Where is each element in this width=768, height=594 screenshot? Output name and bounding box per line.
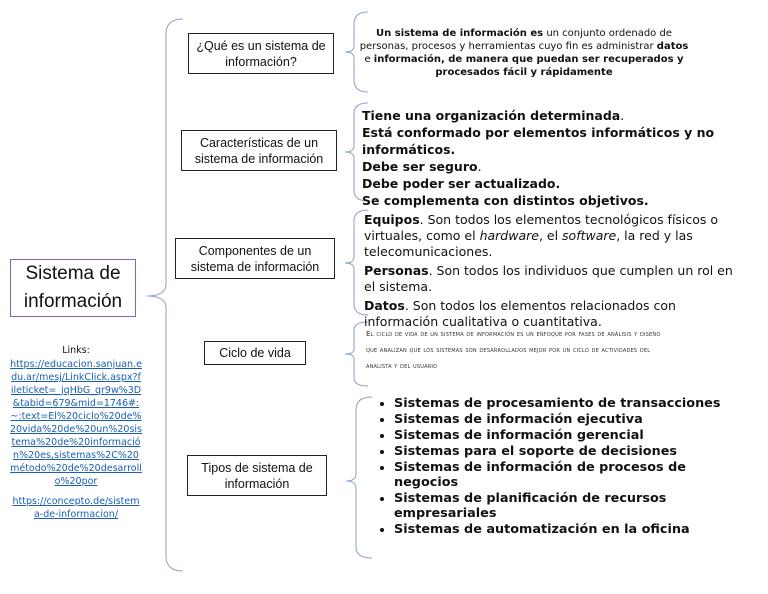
links-block: [10, 344, 142, 521]
leaf1-text-1: un conjunto ordenado de personas, procesos y herramientas cuyo fin es administrar: [359, 28, 672, 52]
leaf5-item: • Sistemas para el soporte de decisiones: [394, 444, 738, 459]
branch-label: Características de un sistema de información: [194, 135, 324, 166]
leaf-ciclo-de-vida: El ciclo de vida de un sistema de información es un enfoque por fases de análisis y diseño que analizan que los sistemas son desarrollados mejor por un ciclo de actividades del analista y del usuario: [366, 329, 661, 370]
leaf1-bold-1: Un sistema de información es: [376, 28, 544, 39]
leaf3-datos: Datos. Son todos los elementos relacionados con información cualitativa o cuantitativa.: [364, 298, 676, 329]
branch-label: Componentes de un sistema de información: [190, 243, 320, 274]
branch-label: Ciclo de vida: [219, 346, 291, 360]
leaf2-item: Debe ser seguro.: [362, 159, 482, 174]
leaf5-item: • Sistemas de información gerencial: [394, 428, 738, 443]
link-concepto[interactable]: https://concepto.de/sistema-de-informacion/: [12, 496, 140, 520]
leaf1-text-2: e: [364, 54, 374, 65]
root-node[interactable]: [10, 259, 136, 317]
leaf2-item: Tiene una organización determinada.: [362, 108, 625, 123]
branch-que-es[interactable]: [188, 33, 334, 74]
leaf-tipos: [358, 396, 738, 556]
root-title: Sistema de información: [23, 263, 123, 312]
leaf2-item: Está conformado por elementos informáticos y no informáticos.: [362, 125, 715, 157]
branch-ciclo-de-vida[interactable]: [204, 341, 306, 365]
branch-label: ¿Qué es un sistema de información?: [196, 38, 326, 69]
leaf1-bold-3: información, de manera que puedan ser recuperados y procesados fácil y rápidamente: [373, 54, 684, 78]
branch-label: Tipos de sistema de información: [201, 460, 313, 491]
leaf3-personas: Personas. Son todos los individuos que cumplen un rol en el sistema.: [364, 263, 733, 294]
links-label: Links:: [62, 345, 90, 356]
leaf5-item: • Sistemas de información ejecutiva: [394, 412, 738, 427]
leaf5-item: • Sistemas de procesamiento de transacciones: [394, 396, 738, 411]
leaf-componentes: [364, 212, 734, 329]
main-bracket: [147, 19, 183, 571]
leaf3-equipos: Equipos. Son todos los elementos tecnológicos físicos o virtuales, como el hardware, el software, la red y las telecomunicaciones.: [364, 212, 719, 259]
leaf5-item: • Sistemas de automatización en la oficina: [394, 522, 738, 537]
branch-tipos[interactable]: [187, 455, 327, 496]
leaf-definicion: [356, 27, 692, 79]
leaf5-item: • Sistemas de planificación de recursos empresariales: [394, 491, 738, 521]
leaf1-bold-2: datos: [656, 41, 689, 52]
leaf-caracteristicas: [362, 107, 734, 208]
leaf2-item: Debe poder ser actualizado.: [362, 176, 561, 191]
branch-caracteristicas[interactable]: [181, 130, 337, 171]
link-educacion[interactable]: https://educacion.sanjuan.edu.ar/mesj/LinkClick.aspx?fileticket=_jqHbG_qr9w%3D&tabid=679&mid=1746#:~:text=El%20ciclo%20de%20vida%20de%20un%20sistema%20de%20información%20es,sistemas%2C%20método%20de%20desarrollo%20por: [10, 359, 143, 487]
branch-componentes[interactable]: [175, 238, 335, 279]
leaf5-item: • Sistemas de información de procesos de negocios: [394, 460, 738, 490]
bracket-4: [345, 322, 368, 386]
leaf2-item: Se complementa con distintos objetivos.: [362, 193, 649, 208]
